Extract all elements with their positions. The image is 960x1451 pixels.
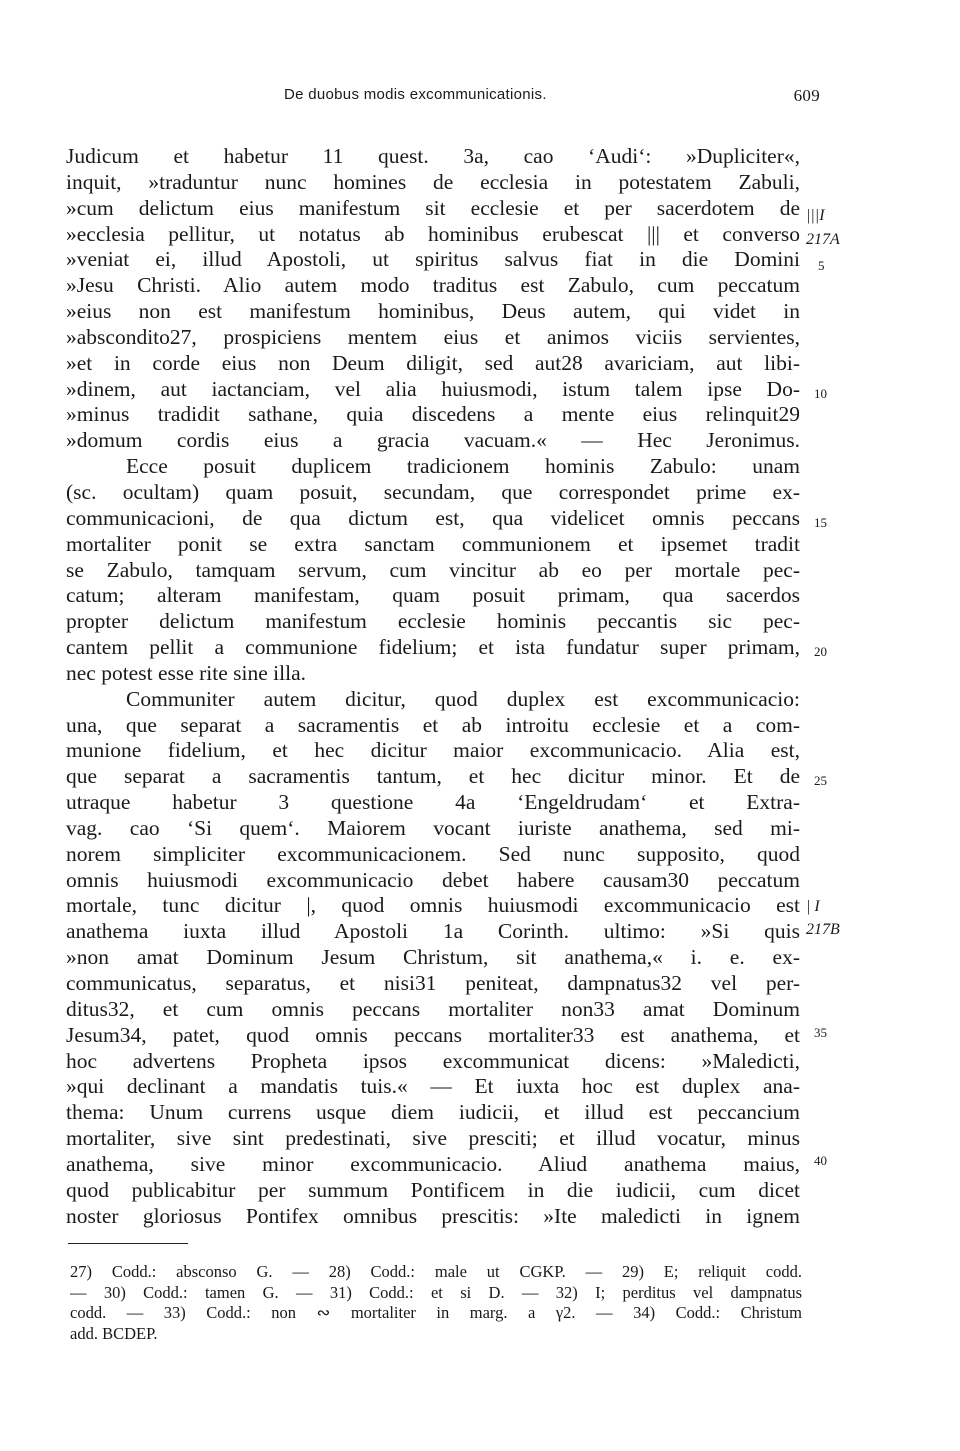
line-number: 20: [814, 644, 827, 659]
line-number: 40: [814, 1153, 827, 1168]
text-line: norem simpliciter excommunicacionem. Sed nunc supposito, quod: [66, 841, 800, 866]
text-line: cantem pellit a communione fidelium; et ista fundatur super primam,: [66, 635, 800, 660]
text-line: »Jesu Christi. Alio autem modo traditus est Zabulo, cum peccatum: [66, 273, 800, 298]
text-line: »minus tradidit sathane, quia discedens a mente eius relinquit29: [66, 402, 800, 427]
line-number: 35: [814, 1025, 827, 1040]
text-line: »non amat Dominum Jesum Christum, sit anathema,« i. e. ex-: [66, 945, 800, 970]
page-number: 609: [793, 86, 820, 105]
footnote-line: 27) Codd.: absconso G. — 28) Codd.: male ut CGKP. — 29) E; reliquit codd.: [70, 1262, 802, 1281]
line-number: 15: [814, 515, 827, 530]
running-title: De duobus modis excommunicationis.: [284, 86, 547, 103]
text-line: anathema iuxta illud Apostoli 1a Corinth. ultimo: »Si quis: [66, 919, 800, 944]
folio-reference: 217B: [806, 921, 840, 938]
line-number: 25: [814, 773, 827, 788]
text-line: una, que separat a sacramentis et ab introitu ecclesie et a com-: [66, 712, 800, 737]
folio-reference: 217A: [806, 231, 840, 248]
text-line: »veniat ei, illud Apostoli, ut spiritus salvus fiat in die Domini: [66, 247, 800, 272]
body-text: [66, 144, 800, 1229]
text-line: »qui declinant a mandatis tuis.« — Et iuxta hoc est duplex ana-: [66, 1074, 800, 1099]
running-head: [270, 86, 830, 108]
text-line: utraque habetur 3 questione 4a ‘Engeldrudam‘ et Extra-: [66, 790, 800, 815]
text-line: Communiter autem dicitur, quod duplex est excommunicacio:: [126, 686, 800, 711]
line-number: 10: [814, 386, 827, 401]
text-line: omnis huiusmodi excommunicacio debet habere causam30 peccatum: [66, 867, 800, 892]
text-line: vag. cao ‘Si quem‘. Maiorem vocant iuriste anathema, sed mi-: [66, 815, 800, 840]
text-line: mortaliter, sive sint predestinati, sive presciti; et illud vocatur, minus: [66, 1126, 800, 1151]
footnote-line: add. BCDEP.: [70, 1323, 158, 1343]
text-line: (sc. ocultam) quam posuit, secundam, que correspondet prime ex-: [66, 479, 800, 504]
text-line: Jesum34, patet, quod omnis peccans mortaliter33 est anathema, et: [66, 1022, 800, 1047]
text-line: communicatus, separatus, et nisi31 peniteat, dampnatus32 vel per-: [66, 971, 800, 995]
text-line: »et in corde eius non Deum diligit, sed aut28 avariciam, aut libi-: [66, 350, 800, 375]
line-number: 5: [818, 258, 825, 273]
footnote-line: — 30) Codd.: tamen G. — 31) Codd.: et si D. — 32) I; perditus vel dampnatus: [70, 1282, 802, 1302]
footnotes: [70, 1262, 802, 1344]
text-line: inquit, »traduntur nunc homines de ecclesia in potestatem Zabuli,: [66, 169, 800, 194]
text-line: mortaliter ponit se extra sanctam communionem et ipsemet tradit: [66, 531, 800, 556]
text-line: anathema, sive minor excommunicacio. Aliud anathema maius,: [66, 1151, 800, 1176]
folio-reference: | I: [806, 898, 820, 915]
text-line: se Zabulo, tamquam servum, cum vincitur ab eo per mortale pec-: [66, 557, 800, 582]
text-line: noster gloriosus Pontifex omnibus prescitis: »Ite maledicti in ignem: [66, 1203, 800, 1228]
text-line: »eius non est manifestum hominibus, Deus autem, qui videt in: [66, 299, 800, 324]
text-line: quod publicabitur per summum Pontificem in die iudicii, cum dicet: [66, 1177, 800, 1202]
text-line: catum; alteram manifestam, quam posuit primam, qua sacerdos: [66, 583, 800, 608]
text-line: thema: Unum currens usque diem iudicii, et illud est peccancium: [66, 1100, 800, 1125]
footnote-line: codd. — 33) Codd.: non ∾ mortaliter in marg. a γ2. — 34) Codd.: Christum: [70, 1303, 802, 1322]
folio-reference: |||I: [806, 207, 825, 224]
text-line: propter delictum manifestum ecclesie hominis peccantis sic pec-: [66, 609, 800, 634]
text-line: munione fidelium, et hec dicitur maior excommunicacio. Alia est,: [66, 738, 800, 763]
text-line: mortale, tunc dicitur |, quod omnis huiusmodi excommunicacio est: [66, 893, 800, 918]
text-line: »abscondito27, prospiciens mentem eius et animos viciis servientes,: [66, 324, 800, 349]
text-line: ditus32, et cum omnis peccans mortaliter non33 amat Dominum: [66, 996, 800, 1021]
text-line: communicacioni, de qua dictum est, qua videlicet omnis peccans: [66, 505, 800, 530]
footnote-rule: [68, 1243, 188, 1244]
text-line: Judicum et habetur 11 quest. 3a, cao ‘Audi‘: »Dupliciter«,: [66, 144, 800, 168]
text-line: hoc advertens Propheta ipsos excommunicat dicens: »Maledicti,: [66, 1048, 800, 1073]
text-line: Ecce posuit duplicem tradicionem hominis Zabulo: unam: [126, 454, 800, 479]
text-line: »domum cordis eius a gracia vacuam.« — Hec Jeronimus.: [66, 428, 800, 453]
text-line: »cum delictum eius manifestum sit ecclesie et per sacerdotem de: [66, 195, 800, 220]
text-line: que separat a sacramentis tantum, et hec dicitur minor. Et de: [66, 764, 800, 789]
text-line: »dinem, aut iactanciam, vel alia huiusmodi, istum talem ipse Do-: [66, 376, 800, 401]
text-line: »ecclesia pellitur, ut notatus ab hominibus erubescat ||| et converso: [66, 221, 800, 246]
text-line: nec potest esse rite sine illa.: [66, 660, 307, 685]
